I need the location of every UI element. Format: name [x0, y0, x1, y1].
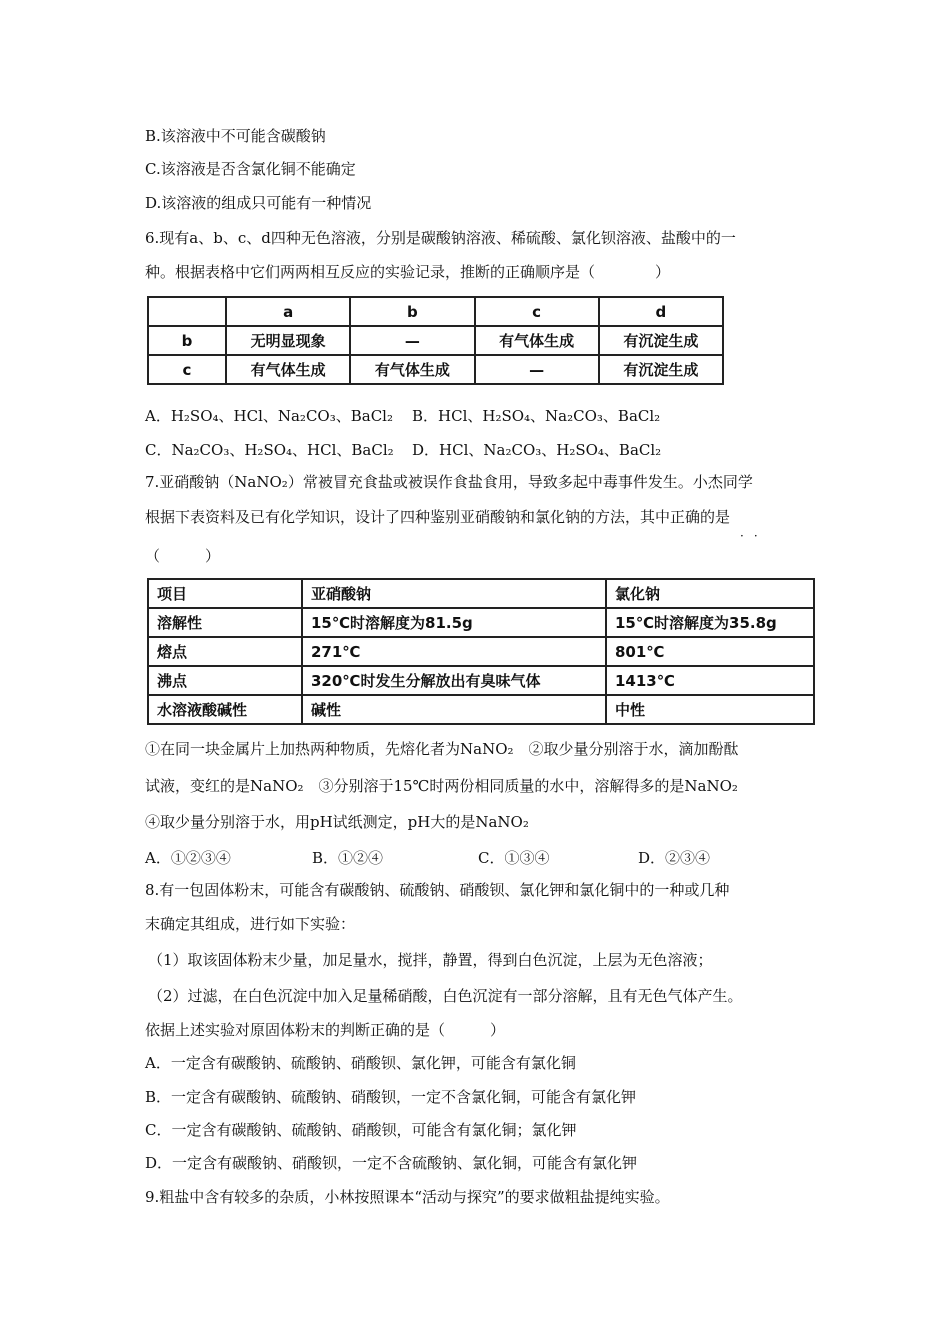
q8-question: 依据上述实验对原固体粉末的判断正确的是（ ） — [145, 1021, 506, 1039]
table-cell: 320℃时发生分解放出有臭味气体 — [302, 666, 606, 695]
table-cell: 水溶液酸碱性 — [148, 695, 302, 724]
table-cell: c — [475, 297, 599, 326]
table-cell: 有气体生成 — [350, 355, 474, 384]
table-cell: 801℃ — [606, 637, 814, 666]
table-cell: 碱性 — [302, 695, 606, 724]
table-cell: 无明显现象 — [226, 326, 350, 355]
table-row — [148, 637, 814, 666]
table-cell: 项目 — [148, 579, 302, 608]
q6-option-b: B．HCl、H₂SO₄、Na₂CO₃、BaCl₂ — [412, 407, 661, 425]
q7-method-line2: 试液，变红的是NaNO₂ ③分别溶于15℃时两份相同质量的水中，溶解得多的是NaNO₂ — [145, 777, 738, 795]
table-header-row — [148, 297, 723, 326]
table-row — [148, 326, 723, 355]
table-cell: 亚硝酸钠 — [302, 579, 606, 608]
q7-option-c: C．①③④ — [478, 849, 550, 867]
q8-step-1: （1）取该固体粉末少量，加足量水，搅拌，静置，得到白色沉淀，上层为无色溶液； — [148, 951, 713, 969]
table-row — [148, 608, 814, 637]
q7-stem-line3: （ ） — [145, 547, 221, 565]
q6-reaction-table — [147, 296, 724, 385]
q7-option-b: B．①②④ — [312, 849, 384, 867]
table-cell: b — [350, 297, 474, 326]
q8-step-2: （2）过滤，在白色沉淀中加入足量稀硝酸，白色沉淀有一部分溶解，且有无色气体产生。 — [148, 987, 743, 1005]
q7-stem-line2: 根据下表资料及已有化学知识，设计了四种鉴别亚硝酸钠和氯化钠的方法，其中正确的是 — [145, 508, 731, 526]
table-cell: — — [475, 355, 599, 384]
table-cell: 271℃ — [302, 637, 606, 666]
table-cell: 15℃时溶解度为81.5g — [302, 608, 606, 637]
table-cell: 中性 — [606, 695, 814, 724]
q7-property-table — [147, 578, 815, 725]
q6-option-d: D．HCl、Na₂CO₃、H₂SO₄、BaCl₂ — [412, 441, 662, 459]
q6-stem-line1: 6.现有a、b、c、d四种无色溶液，分别是碳酸钠溶液、稀硫酸、氯化钡溶液、盐酸中的一 — [145, 229, 736, 247]
table-cell: 氯化钠 — [606, 579, 814, 608]
q8-stem-line1: 8.有一包固体粉末，可能含有碳酸钠、硫酸钠、硝酸钡、氯化钾和氯化铜中的一种或几种 — [145, 881, 730, 899]
q6-stem-line2: 种。根据表格中它们两两相互反应的实验记录，推断的正确顺序是（ ） — [145, 263, 671, 281]
table-cell: b — [148, 326, 226, 355]
q5-option-d: D.该溶液的组成只可能有一种情况 — [145, 194, 372, 212]
table-cell: c — [148, 355, 226, 384]
table-cell: 有气体生成 — [226, 355, 350, 384]
q7-option-a: A．①②③④ — [145, 849, 231, 867]
q7-method-line3: ④取少量分别溶于水，用pH试纸测定，pH大的是NaNO₂ — [145, 813, 529, 831]
q7-option-d: D．②③④ — [638, 849, 711, 867]
table-cell: 有沉淀生成 — [599, 326, 723, 355]
q8-option-c: C．一定含有碳酸钠、硫酸钠、硝酸钡，可能含有氯化铜；氯化钾 — [145, 1121, 577, 1139]
table-row — [148, 666, 814, 695]
table-cell: — — [350, 326, 474, 355]
table-cell: 15℃时溶解度为35.8g — [606, 608, 814, 637]
q8-stem-line2: 末确定其组成，进行如下实验： — [145, 915, 356, 933]
table-cell: d — [599, 297, 723, 326]
q8-option-d: D．一定含有碳酸钠、硝酸钡，一定不含硫酸钠、氯化铜，可能含有氯化钾 — [145, 1154, 638, 1172]
table-cell: 沸点 — [148, 666, 302, 695]
q8-option-b: B．一定含有碳酸钠、硫酸钠、硝酸钡，一定不含氯化铜，可能含有氯化钾 — [145, 1088, 637, 1106]
q8-option-a: A．一定含有碳酸钠、硫酸钠、硝酸钡、氯化钾，可能含有氯化铜 — [145, 1054, 576, 1072]
q9-stem-line1: 9.粗盐中含有较多的杂质，小林按照课本“活动与探究”的要求做粗盐提纯实验。 — [145, 1188, 670, 1206]
table-row — [148, 695, 814, 724]
emphasis-dots: ·· — [740, 529, 768, 543]
table-cell: 1413℃ — [606, 666, 814, 695]
table-cell — [148, 297, 226, 326]
table-cell: 有沉淀生成 — [599, 355, 723, 384]
table-cell: 熔点 — [148, 637, 302, 666]
q5-option-b: B.该溶液中不可能含碳酸钠 — [145, 127, 326, 145]
table-row — [148, 355, 723, 384]
q7-method-line1: ①在同一块金属片上加热两种物质，先熔化者为NaNO₂ ②取少量分别溶于水，滴加酚酞 — [145, 740, 739, 758]
table-cell: a — [226, 297, 350, 326]
q6-option-a: A．H₂SO₄、HCl、Na₂CO₃、BaCl₂ — [145, 407, 393, 425]
table-header-row — [148, 579, 814, 608]
q7-stem-line1: 7.亚硝酸钠（NaNO₂）常被冒充食盐或被误作食盐食用，导致多起中毒事件发生。小杰同学 — [145, 473, 753, 491]
table-cell: 溶解性 — [148, 608, 302, 637]
q5-option-c: C.该溶液是否含氯化铜不能确定 — [145, 160, 356, 178]
table-cell: 有气体生成 — [475, 326, 599, 355]
q6-option-c: C．Na₂CO₃、H₂SO₄、HCl、BaCl₂ — [145, 441, 394, 459]
